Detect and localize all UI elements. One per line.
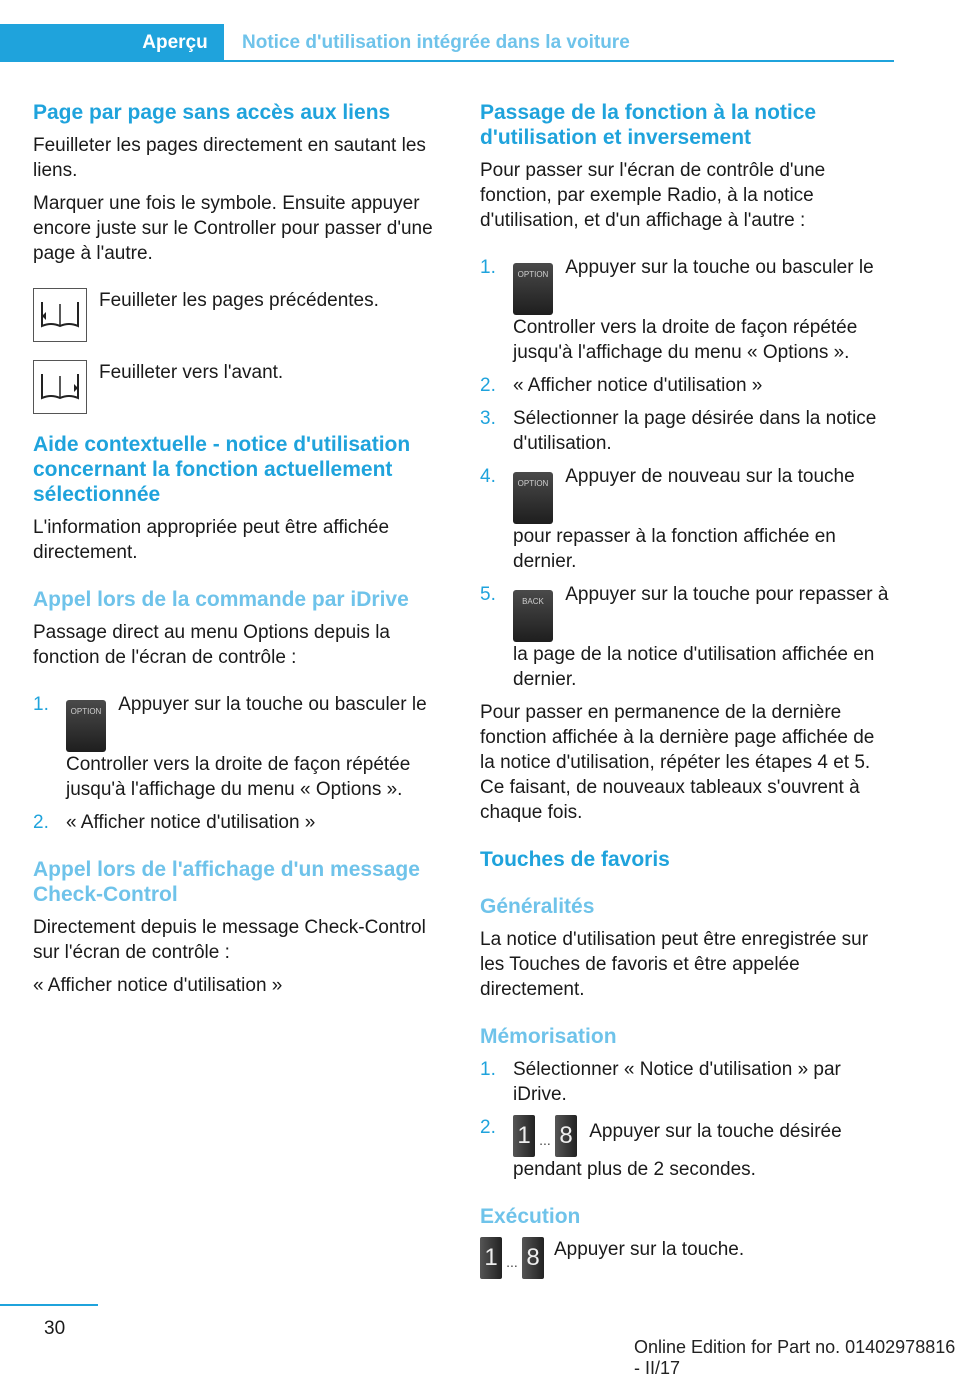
step-text: Appuyer sur la touche pour repasser à la page de la notice d'utilisation affichée en dernier.: [513, 584, 889, 690]
page-header: [0, 0, 960, 64]
book-back-icon: [33, 288, 87, 342]
list-item: [480, 373, 894, 398]
step-text: Appuyer sur la touche ou basculer le Controller vers la droite de façon répétée jusqu'à l'affichage du menu « Options ».: [513, 257, 874, 363]
section-title: Passage de la fonction à la notice d'utilisation et inversement: [480, 101, 817, 149]
step-text: Appuyer sur la touche désirée pendant plus de 2 secondes.: [513, 1121, 842, 1180]
section-title: Aide contextuelle - notice d'utilisation concernant la fonction actuellement sélectionnée: [33, 433, 411, 506]
paragraph: Pour passer sur l'écran de contrôle d'une fonction, par exemple Radio, à la notice d'utilisation, et d'un affichage à l'autre :: [480, 160, 826, 231]
header-rule: [224, 60, 894, 62]
step-list: [480, 255, 894, 692]
paragraph: Feuilleter les pages directement en sautant les liens.: [33, 135, 426, 181]
list-item: [33, 692, 447, 802]
list-item: [33, 810, 447, 835]
paragraph: Directement depuis le message Check-Control sur l'écran de contrôle :: [33, 917, 426, 963]
step-number: 2.: [480, 375, 496, 396]
list-item: [480, 1115, 894, 1182]
subsection-title: Généralités: [480, 895, 595, 918]
option-key-icon: OPTION: [513, 472, 553, 524]
favorite-key-1-icon: 1: [513, 1115, 535, 1157]
option-key-icon: OPTION: [513, 263, 553, 315]
exec-text: Appuyer sur la touche.: [554, 1239, 745, 1260]
left-column: [33, 100, 447, 1006]
subsection-title: Appel lors de l'affichage d'un message Check-Control: [33, 858, 420, 906]
option-key-icon: OPTION: [66, 700, 106, 752]
list-item: [480, 582, 894, 692]
icon-row: [33, 288, 447, 342]
step-number: 4.: [480, 466, 496, 487]
subsection-title: Appel lors de la commande par iDrive: [33, 588, 409, 611]
step-number: 3.: [480, 408, 496, 429]
paragraph: Marquer une fois le symbole. Ensuite appuyer encore juste sur le Controller pour passer d'une page à l'autre.: [33, 193, 433, 264]
subsection-title: Mémorisation: [480, 1025, 617, 1048]
favorite-key-8-icon: 8: [522, 1237, 544, 1279]
header-chapter-title: Notice d'utilisation intégrée dans la voiture: [242, 32, 630, 53]
header-section-tab: Aperçu: [126, 24, 224, 62]
favorite-keys-graphic: [480, 1237, 544, 1279]
paragraph: Passage direct au menu Options depuis la fonction de l'écran de contrôle :: [33, 622, 390, 668]
step-list: [480, 1057, 894, 1182]
list-item: [480, 464, 894, 574]
step-number: 1.: [480, 257, 496, 278]
section-title: Page par page sans accès aux liens: [33, 101, 391, 124]
list-item: [480, 406, 894, 456]
paragraph: La notice d'utilisation peut être enregistrée sur les Touches de favoris et être appelée directement.: [480, 929, 869, 1000]
step-number: 5.: [480, 584, 496, 605]
page-number: 30: [44, 1318, 66, 1339]
ellipsis: ...: [506, 1254, 518, 1270]
book-forward-icon: [33, 360, 87, 414]
step-text: Sélectionner la page désirée dans la notice d'utilisation.: [513, 408, 877, 454]
step-number: 2.: [33, 812, 49, 833]
step-text: Appuyer de nouveau sur la touche pour repasser à la fonction affichée en dernier.: [513, 466, 855, 572]
list-item: [480, 1057, 894, 1107]
header-accent-bar: [0, 24, 126, 62]
subsection-title: Exécution: [480, 1205, 581, 1228]
step-number: 1.: [33, 694, 49, 715]
icon-description: Feuilleter vers l'avant.: [99, 362, 284, 383]
icon-description: Feuilleter les pages précédentes.: [99, 290, 379, 311]
list-item: [480, 255, 894, 365]
icon-row: [33, 360, 447, 414]
right-column: [480, 100, 894, 1279]
paragraph: L'information appropriée peut être affichée directement.: [33, 517, 390, 563]
edition-footer: Online Edition for Part no. 01402978816 - II/17: [634, 1337, 956, 1378]
step-text: Sélectionner « Notice d'utilisation » par iDrive.: [513, 1059, 841, 1105]
favorite-key-1-icon: 1: [480, 1237, 502, 1279]
step-text: « Afficher notice d'utilisation »: [513, 375, 763, 396]
step-number: 2.: [480, 1117, 496, 1138]
page-number-rule: [0, 1304, 98, 1306]
step-number: 1.: [480, 1059, 496, 1080]
ellipsis: ...: [539, 1132, 551, 1148]
step-text: « Afficher notice d'utilisation »: [66, 812, 316, 833]
favorite-key-8-icon: 8: [555, 1115, 577, 1157]
paragraph: Pour passer en permanence de la dernière fonction affichée à la dernière page affichée de la notice d'utilisation, répéter les étapes 4 et 5. Ce faisant, de nouveaux tableaux s'ouvrent à chaque fois.: [480, 702, 875, 823]
section-title: Touches de favoris: [480, 848, 670, 871]
step-list: [33, 692, 447, 835]
favorite-keys-row: [480, 1237, 894, 1279]
paragraph: « Afficher notice d'utilisation »: [33, 975, 283, 996]
step-text: Appuyer sur la touche ou basculer le Controller vers la droite de façon répétée jusqu'à l'affichage du menu « Options ».: [66, 694, 427, 800]
back-key-icon: BACK: [513, 590, 553, 642]
